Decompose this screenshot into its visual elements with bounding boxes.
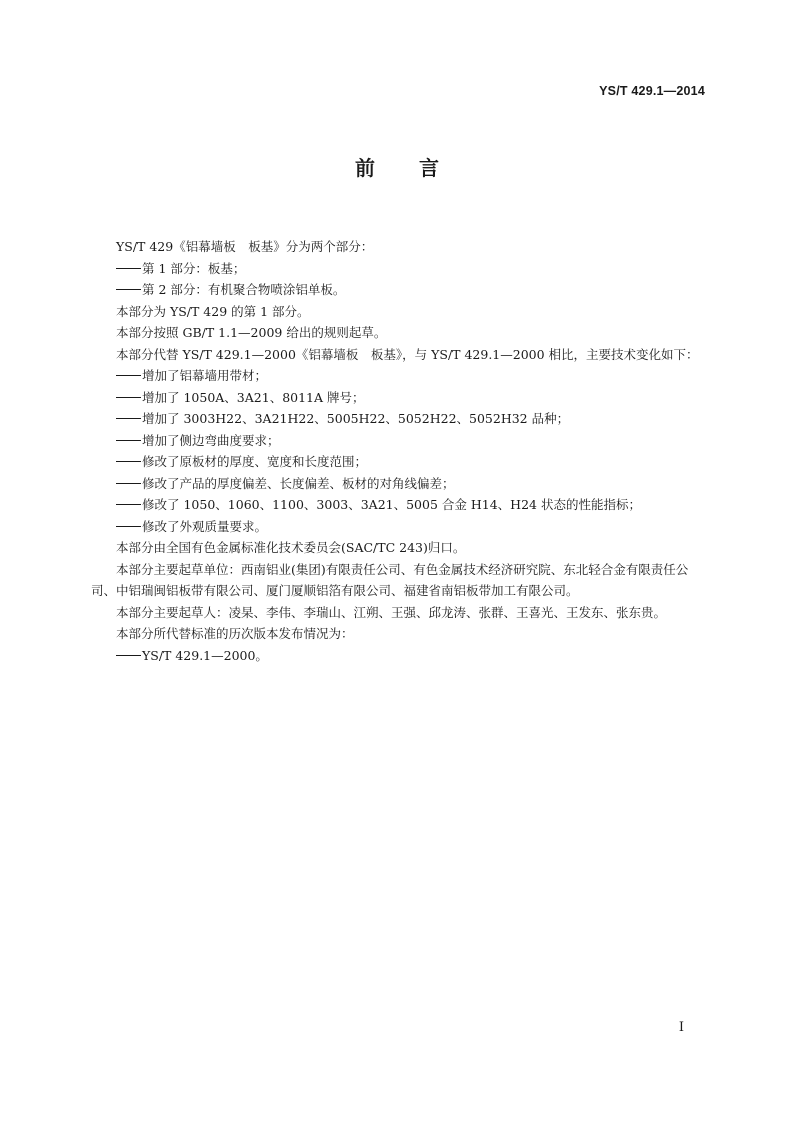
paragraph-drafting-rules: 本部分按照 GB/T 1.1—2009 给出的规则起草。 [116, 325, 387, 340]
list-item-change [91, 516, 708, 538]
list-item-text: 第 1 部分：板基； [142, 260, 246, 276]
list-item-text: YS/T 429.1—2000。 [142, 647, 268, 663]
paragraph-history: 本部分所代替标准的历次版本发布情况为： [116, 626, 354, 641]
list-item-text: 增加了侧边弯曲度要求； [142, 432, 280, 448]
page-number: I [678, 1020, 684, 1035]
em-dash-marker [116, 483, 141, 484]
list-item-text: 增加了 3003H22、3A21H22、5005H22、5052H22、5052H32 品种； [142, 411, 570, 426]
em-dash-marker [116, 461, 141, 462]
paragraph-drafters: 本部分主要起草人：凌杲、李伟、李瑞山、江朔、王强、邱龙涛、张群、王喜光、王发东、张东贵。 [116, 604, 667, 620]
list-item-part1 [91, 258, 708, 280]
list-item-change [91, 473, 708, 495]
list-item-change [91, 408, 708, 430]
list-item-text: 修改了外观质量要求。 [142, 518, 268, 534]
list-item-text: 增加了铝幕墙用带材； [142, 368, 268, 383]
em-dash-marker [116, 504, 141, 505]
list-item-change [91, 365, 708, 387]
paragraph-parts-intro: YS/T 429《铝幕墙板 板基》分为两个部分： [116, 239, 374, 254]
paragraph-responsible-committee: 本部分由全国有色金属标准化技术委员会(SAC/TC 243)归口。 [116, 540, 466, 555]
list-item-change [91, 387, 708, 409]
em-dash-marker [116, 397, 141, 398]
paragraph-part-statement: 本部分为 YS/T 429 的第 1 部分。 [116, 303, 310, 319]
paragraph-drafting-units: 本部分主要起草单位：西南铝业(集团)有限责任公司、有色金属技术经济研究院、东北轻合金有限责任公司、中铝瑞闽铝板带有限公司、厦门厦顺铝箔有限公司、福建省南铝板带加工有限公司。 [91, 561, 689, 598]
em-dash-marker [116, 526, 141, 527]
em-dash-marker [116, 418, 141, 419]
em-dash-marker [116, 440, 141, 441]
page-title: 前言 [355, 156, 483, 180]
list-item-history [91, 645, 708, 667]
list-item-change [91, 494, 708, 516]
list-item-text: 增加了 1050A、3A21、8011A 牌号； [142, 389, 365, 405]
list-item-part2 [91, 279, 708, 301]
list-item-text: 第 2 部分：有机聚合物喷涂铝单板。 [142, 282, 346, 297]
list-item-change [91, 430, 708, 452]
list-item-change [91, 451, 708, 473]
em-dash-marker [116, 268, 141, 269]
paragraph-replacement: 本部分代替 YS/T 429.1—2000《铝幕墙板 板基》，与 YS/T 429.1—2000 相比，主要技术变化如下： [116, 346, 699, 362]
em-dash-marker [116, 375, 141, 376]
foreword-body [91, 236, 708, 666]
list-item-text: 修改了 1050、1060、1100、3003、3A21、5005 合金 H14、H24 状态的性能指标； [142, 497, 641, 512]
em-dash-marker [116, 655, 141, 656]
list-item-text: 修改了产品的厚度偏差、长度偏差、板材的对角线偏差； [142, 475, 455, 491]
standard-number: YS/T 429.1—2014 [599, 84, 705, 98]
em-dash-marker [116, 289, 141, 290]
list-item-text: 修改了原板材的厚度、宽度和长度范围； [142, 454, 368, 469]
